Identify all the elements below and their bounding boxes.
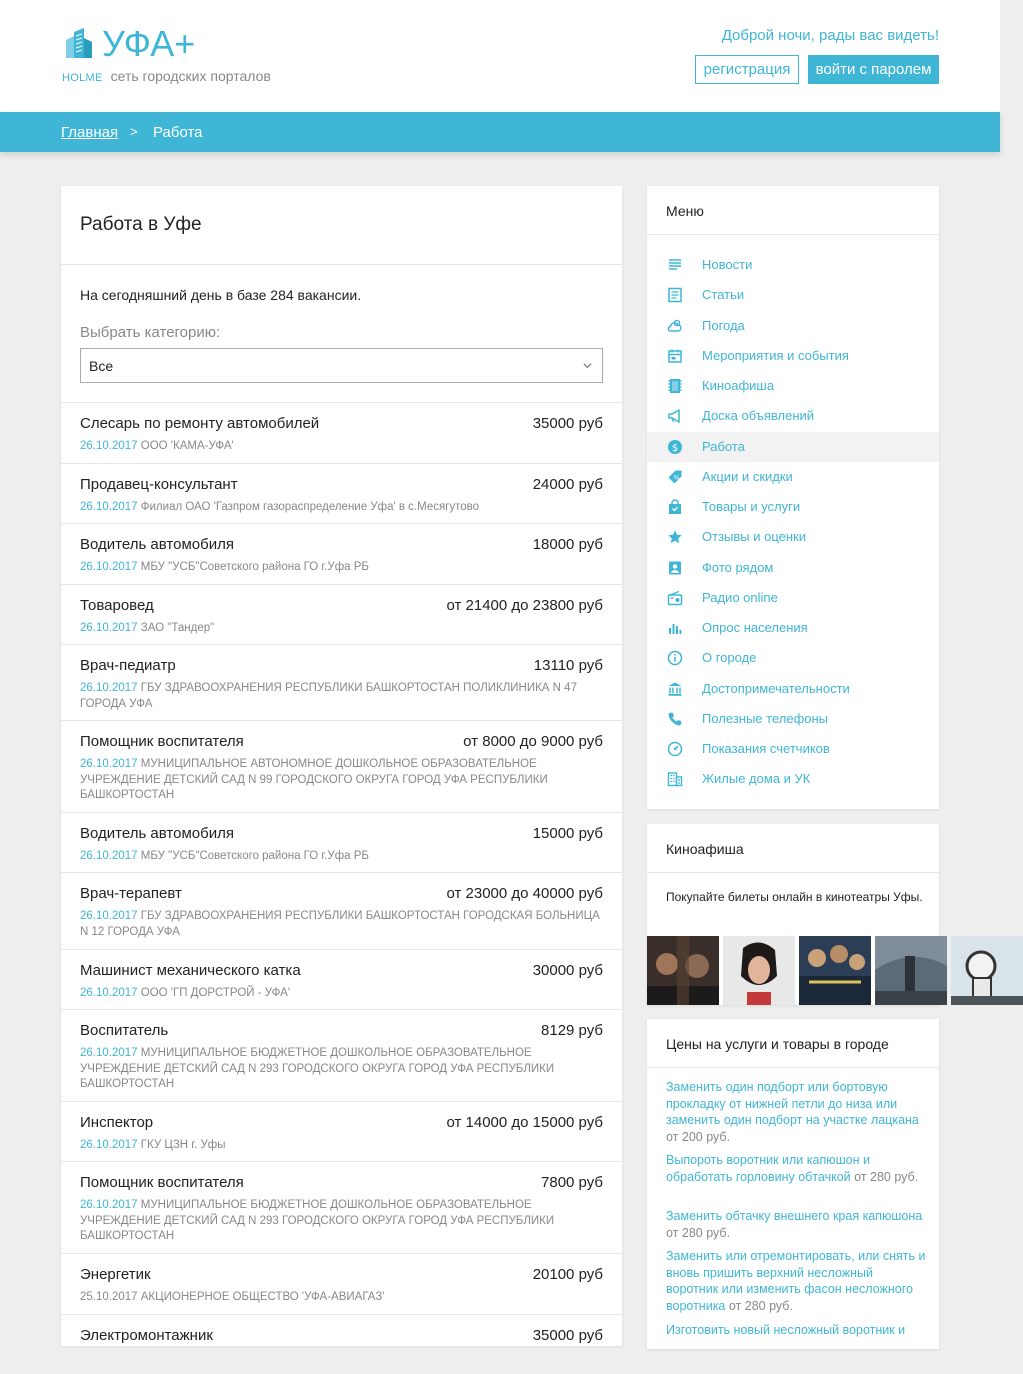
menu-item[interactable]: [647, 674, 939, 704]
vacancy-title[interactable]: Помощник воспитателя: [80, 733, 244, 750]
vacancy-date: 26.10.2017: [80, 758, 138, 770]
vacancy-date: 26.10.2017: [80, 622, 138, 634]
vacancy-title[interactable]: Энергетик: [80, 1266, 151, 1283]
vacancy-date: 26.10.2017: [80, 682, 138, 694]
vacancy-title[interactable]: Продавец-консультант: [80, 476, 238, 493]
vacancy-employer: МБУ "УСБ"Советского района ГО г.Уфа РБ: [140, 561, 369, 573]
price-item-value: от 280 руб.: [666, 1225, 731, 1240]
dollar-icon: [667, 439, 683, 455]
gauge-icon: [667, 741, 683, 757]
vacancy-title[interactable]: Инспектор: [80, 1114, 154, 1131]
divider: [647, 234, 939, 235]
vacancy-salary: 35000 руб: [532, 1327, 603, 1344]
shopping-bag-icon: [667, 499, 683, 515]
price-item[interactable]: [666, 1248, 926, 1314]
vacancy-date: 25.10.2017: [80, 1291, 138, 1303]
vacancy-row[interactable]: [61, 949, 622, 1009]
vacancy-meta: [80, 500, 605, 516]
photo-icon: [667, 560, 683, 576]
phone-icon: [667, 711, 683, 727]
menu-item-label: Акции и скидки: [702, 468, 793, 484]
vacancy-row[interactable]: [61, 1161, 622, 1253]
logo-text: УФА+: [102, 23, 196, 64]
kino-text: Покупайте билеты онлайн в кинотеатры Уфы.: [666, 890, 923, 904]
divider: [647, 872, 939, 873]
vacancy-employer: ЗАО "Тандер": [140, 622, 215, 634]
vacancy-row[interactable]: [61, 812, 622, 872]
vacancy-employer: МУНИЦИПАЛЬНОЕ АВТОНОМНОЕ ДОШКОЛЬНОЕ ОБРАЗОВАТЕЛЬНОЕ УЧРЕЖДЕНИЕ ДЕТСКИЙ САД N 99 ГОРОДСКОГО ОКРУГА ГОРОД УФА РЕСПУБЛИКИ БАШКОРТОСТАН: [80, 758, 548, 802]
vacancy-salary: от 8000 до 9000 руб: [463, 733, 603, 750]
menu-item-label: О городе: [702, 650, 757, 666]
category-selected-value: Все: [89, 358, 114, 374]
vacancy-date: 26.10.2017: [80, 987, 138, 999]
vacancy-date: 26.10.2017: [80, 1047, 138, 1059]
svg-text:%: %: [673, 473, 680, 482]
menu-item[interactable]: [647, 613, 939, 643]
vacancy-title[interactable]: Врач-терапевт: [80, 885, 182, 902]
vacancy-date: 26.10.2017: [80, 440, 138, 452]
movie-poster[interactable]: [647, 936, 719, 1005]
menu-item[interactable]: [647, 553, 939, 583]
menu-item-label: Радио online: [702, 589, 778, 605]
menu-item[interactable]: [647, 341, 939, 371]
menu-item-label: Новости: [702, 257, 753, 272]
discount-icon: [667, 469, 683, 485]
article-icon: [667, 287, 683, 303]
price-item-value: от 200 руб.: [666, 1129, 731, 1144]
page-title: Работа в Уфе: [80, 214, 202, 235]
vacancy-row[interactable]: [61, 523, 622, 584]
menu-item[interactable]: [647, 250, 939, 280]
divider: [61, 264, 622, 265]
breadcrumb: [0, 112, 1000, 152]
price-item-text[interactable]: Изготовить новый несложный воротник и: [666, 1323, 906, 1337]
menu-item-label: Полезные телефоны: [702, 710, 829, 726]
price-item-value: от 280 руб.: [728, 1298, 793, 1313]
menu-item[interactable]: [647, 492, 939, 522]
breadcrumb-home-link[interactable]: Главная: [61, 124, 119, 141]
vacancy-title[interactable]: Машинист механического катка: [80, 962, 301, 979]
film-icon: [667, 378, 683, 394]
menu-item-label: Киноафиша: [702, 378, 775, 393]
menu-item[interactable]: [647, 462, 939, 492]
price-item[interactable]: [666, 1208, 926, 1241]
vacancy-salary: от 14000 до 15000 руб: [446, 1114, 603, 1131]
menu-item-label: Погода: [702, 317, 745, 333]
vacancy-salary: 24000 руб: [532, 476, 603, 493]
vacancy-meta: [80, 621, 605, 637]
news-icon: [667, 257, 683, 273]
logo[interactable]: [62, 23, 196, 64]
menu-item[interactable]: [647, 280, 939, 310]
price-item-value: от 280 руб.: [854, 1169, 919, 1184]
landmark-icon: [667, 681, 683, 697]
price-item-text[interactable]: Заменить или отремонтировать, или снять и вновь пришить верхний несложный воротник или изменить фасон несложного воротника: [666, 1249, 926, 1313]
vacancy-title[interactable]: Товаровед: [80, 597, 154, 614]
price-item[interactable]: [666, 1152, 926, 1185]
vacancy-meta: [80, 681, 605, 712]
vacancy-meta: [80, 757, 605, 804]
vacancy-row[interactable]: [61, 584, 622, 644]
vacancy-title[interactable]: Помощник воспитателя: [80, 1174, 244, 1191]
star-icon: [667, 529, 683, 545]
menu-item[interactable]: [647, 764, 939, 794]
vacancy-salary: 20100 руб: [532, 1266, 603, 1283]
brand-name: HOLME: [62, 72, 103, 84]
vacancy-salary: от 21400 до 23800 руб: [446, 597, 603, 614]
vacancy-title[interactable]: Водитель автомобиля: [80, 536, 234, 553]
vacancy-employer: МБУ "УСБ"Советского района ГО г.Уфа РБ: [140, 850, 369, 862]
menu-item[interactable]: [647, 401, 939, 431]
menu-item-label: Товары и услуги: [702, 499, 801, 514]
chevron-down-icon: [583, 361, 592, 370]
vacancy-title[interactable]: Слесарь по ремонту автомобилей: [80, 415, 320, 432]
menu-item[interactable]: [647, 583, 939, 613]
site-header: [0, 0, 1000, 112]
movie-poster[interactable]: [875, 936, 947, 1005]
menu-item-label: Мероприятия и события: [702, 347, 849, 363]
vacancy-meta: [80, 1138, 605, 1154]
vacancy-row[interactable]: [61, 1253, 622, 1314]
megaphone-icon: [667, 408, 683, 424]
menu-item-label: Показания счетчиков: [702, 741, 830, 756]
breadcrumb-separator: >: [130, 124, 138, 139]
radio-icon: [667, 590, 683, 606]
vacancy-salary: 7800 руб: [541, 1174, 603, 1191]
vacancy-employer: ГБУ ЗДРАВООХРАНЕНИЯ РЕСПУБЛИКИ БАШКОРТОСТАН ПОЛИКЛИНИКА N 47 ГОРОДА УФА: [80, 682, 577, 710]
vacancy-salary: 15000 руб: [532, 825, 603, 842]
vacancy-salary: 18000 руб: [532, 536, 603, 553]
vacancy-employer: МУНИЦИПАЛЬНОЕ БЮДЖЕТНОЕ ДОШКОЛЬНОЕ ОБРАЗОВАТЕЛЬНОЕ УЧРЕЖДЕНИЕ ДЕТСКИЙ САД N 293 ГОРОДСКОГО ОКРУГА ГОРОД УФА РЕСПУБЛИКИ БАШКОРТОСТАН: [80, 1199, 555, 1243]
kino-title: Киноафиша: [666, 841, 744, 857]
breadcrumb-current: Работа: [153, 124, 203, 141]
movie-poster[interactable]: [951, 936, 1023, 1005]
logo-subtitle: [62, 68, 271, 84]
vacancy-title[interactable]: Водитель автомобиля: [80, 825, 234, 842]
menu-item-label: Статьи: [702, 287, 745, 303]
menu-item[interactable]: [647, 734, 939, 764]
vacancy-salary: от 23000 до 40000 руб: [446, 885, 603, 902]
menu-item[interactable]: [647, 522, 939, 552]
count-suffix: вакансии.: [297, 287, 362, 303]
vacancy-salary: 13110 руб: [533, 657, 603, 674]
menu-item-label: Опрос населения: [702, 620, 808, 635]
vacancy-employer: ГКУ ЦЗН г. Уфы: [140, 1139, 226, 1151]
vacancy-meta: [80, 909, 605, 940]
bar-chart-icon: [667, 620, 683, 636]
vacancy-date: 26.10.2017: [80, 1199, 138, 1211]
menu-item[interactable]: [647, 371, 939, 401]
portal-network-label: сеть городских порталов: [110, 68, 271, 84]
count-prefix: На сегодняшний день в базе: [80, 287, 267, 303]
menu-item-label: Фото рядом: [702, 559, 774, 575]
vacancy-employer: ГБУ ЗДРАВООХРАНЕНИЯ РЕСПУБЛИКИ БАШКОРТОСТАН ГОРОДСКАЯ БОЛЬНИЦА N 12 ГОРОДА УФА: [80, 910, 600, 938]
weather-icon: [667, 318, 683, 334]
vacancy-employer: Филиал ОАО 'Газпром газораспределение Уфа' в с.Месягутово: [140, 501, 480, 513]
greeting-text: Доброй ночи, рады вас видеть!: [721, 27, 939, 44]
vacancy-date: 26.10.2017: [80, 501, 138, 513]
vacancy-meta: [80, 986, 605, 1002]
kino-box: [647, 824, 939, 1005]
divider: [647, 1067, 939, 1068]
menu-item-label: Доска объявлений: [702, 408, 815, 424]
vacancy-date: 26.10.2017: [80, 850, 138, 862]
vacancy-employer: ООО 'КАМА-УФА': [140, 440, 234, 452]
movie-poster[interactable]: [799, 936, 871, 1005]
vacancy-row[interactable]: [61, 402, 622, 463]
vacancy-count-text: [80, 287, 361, 303]
vacancy-row[interactable]: [61, 463, 622, 523]
price-item[interactable]: [666, 1322, 926, 1339]
count-value: 284: [270, 287, 294, 303]
register-button[interactable]: регистрация: [695, 55, 799, 84]
vacancy-date: 26.10.2017: [80, 1139, 138, 1151]
menu-item-label: Работа: [702, 438, 745, 454]
menu-item-label: Достопримечательности: [702, 680, 850, 696]
vacancy-row[interactable]: [61, 1101, 622, 1161]
vacancy-meta: [80, 439, 605, 455]
calendar-icon: [667, 348, 683, 364]
svg-text:$: $: [671, 442, 679, 454]
category-select[interactable]: [80, 348, 603, 383]
vacancy-meta: [80, 1198, 605, 1245]
menu-item-label: Жилые дома и УК: [702, 771, 811, 787]
menu-item-label: Отзывы и оценки: [702, 529, 806, 545]
menu-item[interactable]: [647, 643, 939, 673]
vacancy-row[interactable]: [61, 1314, 622, 1374]
price-item-text[interactable]: Заменить обтачку внешнего края капюшона: [666, 1209, 923, 1223]
jobs-panel: [61, 186, 622, 1346]
city-buildings-icon: [62, 26, 96, 60]
vacancy-date: 26.10.2017: [80, 910, 138, 922]
movie-poster[interactable]: [723, 936, 795, 1005]
vacancy-meta: [80, 1046, 605, 1093]
vacancy-meta: [80, 849, 605, 865]
vacancy-employer: ООО 'ГП ДОРСТРОЙ - УФА': [140, 987, 291, 999]
vacancy-salary: 8129 руб: [541, 1022, 603, 1039]
menu-title: Меню: [666, 203, 704, 219]
vacancy-salary: 30000 руб: [532, 962, 603, 979]
menu-item[interactable]: [647, 704, 939, 734]
vacancy-meta: [80, 1290, 605, 1306]
vacancy-row[interactable]: [61, 872, 622, 949]
menu-item[interactable]: [647, 311, 939, 341]
prices-title: Цены на услуги и товары в городе: [666, 1036, 889, 1052]
vacancy-title[interactable]: Воспитатель: [80, 1022, 169, 1039]
menu-item[interactable]: [647, 432, 939, 462]
login-button[interactable]: войти с паролем: [808, 55, 939, 84]
vacancy-title[interactable]: Врач-педиатр: [80, 657, 176, 674]
vacancy-salary: 35000 руб: [532, 415, 603, 432]
side-menu: [647, 186, 939, 809]
prices-box: [647, 1019, 939, 1349]
building-icon: [667, 771, 683, 787]
vacancy-employer: МУНИЦИПАЛЬНОЕ БЮДЖЕТНОЕ ДОШКОЛЬНОЕ ОБРАЗОВАТЕЛЬНОЕ УЧРЕЖДЕНИЕ ДЕТСКИЙ САД N 293 ГОРОДСКОГО ОКРУГА ГОРОД УФА РЕСПУБЛИКИ БАШКОРТОСТАН: [80, 1047, 555, 1091]
vacancy-row[interactable]: [61, 1009, 622, 1101]
category-label: Выбрать категорию:: [80, 324, 221, 341]
price-item[interactable]: [666, 1079, 926, 1145]
vacancy-title[interactable]: Электромонтажник: [80, 1327, 213, 1344]
vacancy-meta: [80, 560, 605, 576]
vacancy-employer: АКЦИОНЕРНОЕ ОБЩЕСТВО 'УФА-АВИАГАЗ': [140, 1291, 385, 1303]
price-item-text[interactable]: Выпороть воротник или капюшон и обработать горловину обтачкой: [666, 1153, 870, 1184]
price-item-text[interactable]: Заменить один подборт или бортовую прокладку от нижней петли до низа или заменить один подборт на участке лацкана: [666, 1080, 919, 1128]
vacancy-row[interactable]: [61, 720, 622, 812]
info-icon: [667, 650, 683, 666]
vacancy-row[interactable]: [61, 644, 622, 720]
vacancy-date: 26.10.2017: [80, 561, 138, 573]
